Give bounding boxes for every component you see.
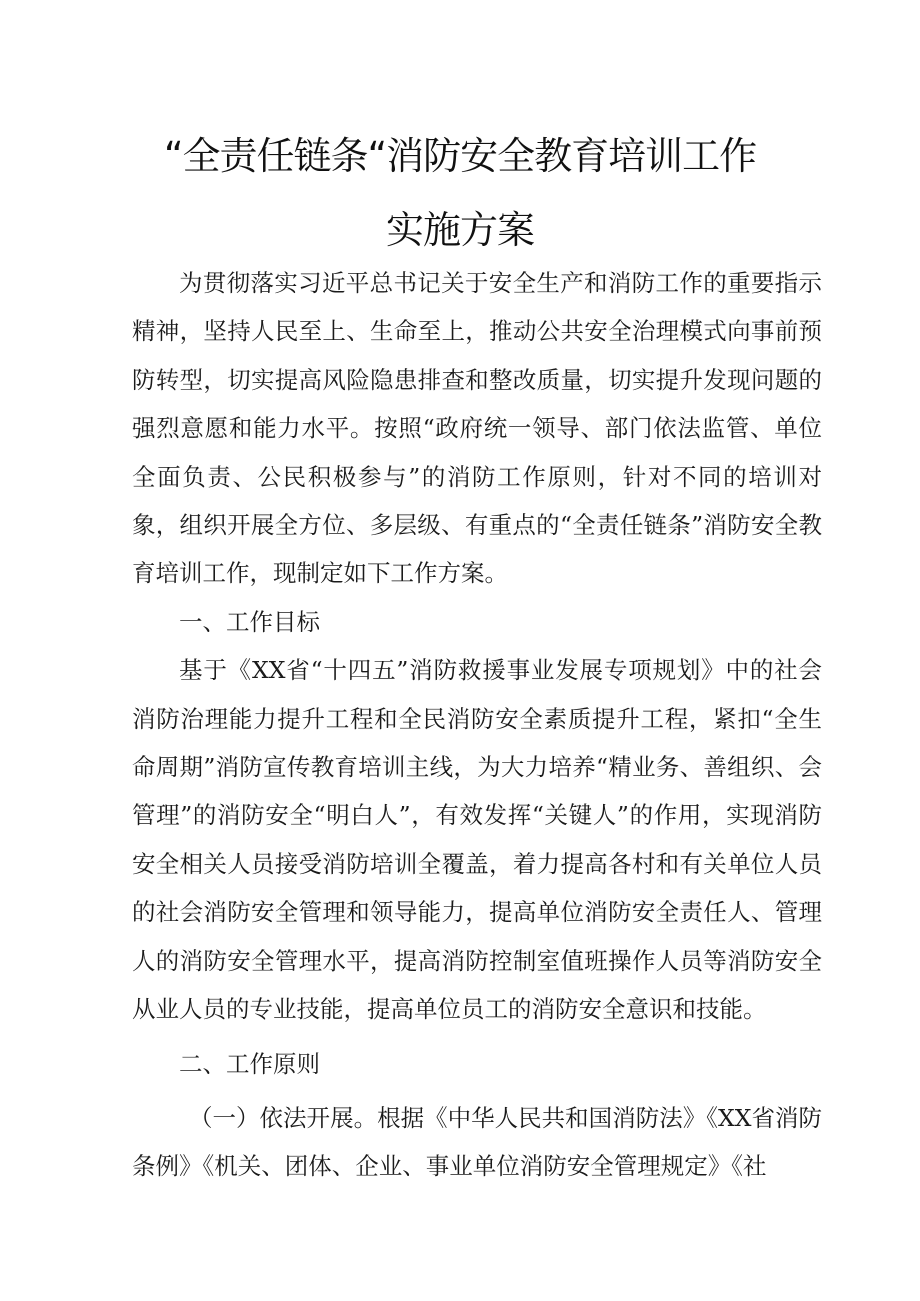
section-heading-goals: 一、工作目标 (179, 607, 320, 636)
document-title-line-2: 实施方案 (385, 208, 534, 252)
intro-paragraph: 为贯彻落实习近平总书记关于安全生产和消防工作的重要指示精神，坚持人民至上、生命至上，推动公共安全治理模式向事前预防转型，切实提高风险隐患排查和整改质量，切实提升发现问题的强烈意愿和能力水平。按照“政府统一领导、部门依法监管、单位全面负责、公民积极参与”的消防工作原则，针对不同的培训对象，组织开展全方位、多层级、有重点的“全责任链条”消防安全教育培训工作，现制定如下工作方案。 (132, 269, 822, 588)
document-title-line-1: “全责任链条“消防安全教育培训工作 (163, 134, 757, 178)
principle-1-paragraph: （一）依法开展。根据《中华人民共和国消防法》《XX省消防条例》《机关、团体、企业、事业单位消防安全管理规定》《社 (132, 1103, 822, 1181)
document-body (132, 259, 822, 1191)
goals-paragraph: 基于《XX省“十四五”消防救援事业发展专项规划》中的社会消防治理能力提升工程和全民消防安全素质提升工程，紧扣“全生命周期”消防宣传教育培训主线，为大力培养“精业务、善组织、会管理”的消防安全“明白人”，有效发挥“关键人”的作用，实现消防安全相关人员接受消防培训全覆盖，着力提高各村和有关单位人员的社会消防安全管理和领导能力，提高单位消防安全责任人、管理人的消防安全管理水平，提高消防控制室值班操作人员等消防安全从业人员的专业技能，提高单位员工的消防安全意识和技能。 (132, 656, 822, 1024)
section-heading-principles: 二、工作原则 (179, 1049, 320, 1078)
